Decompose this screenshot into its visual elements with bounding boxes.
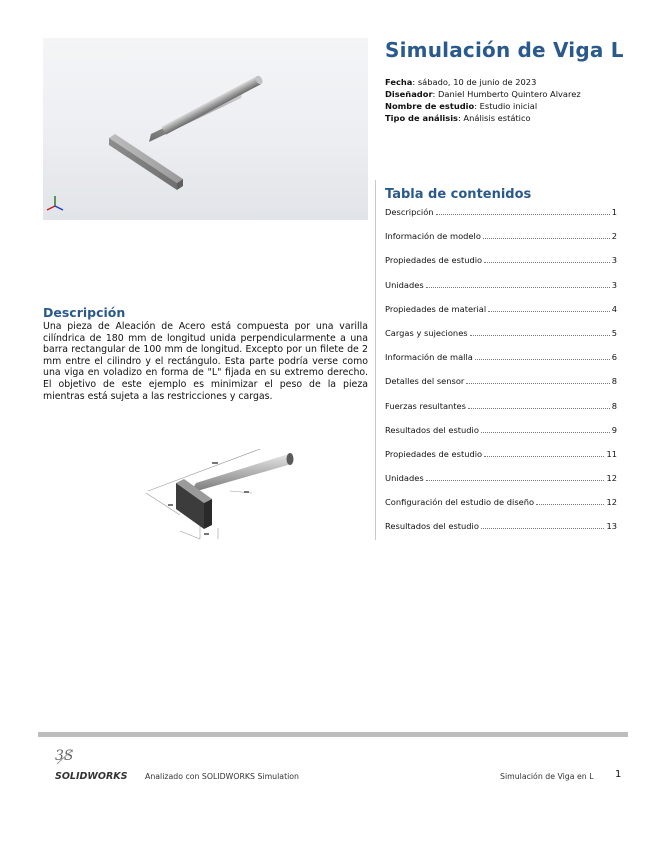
toc-item-label: Información de malla (385, 352, 473, 363)
dimension-sketch-image (140, 443, 300, 543)
meta-analysis-type (385, 112, 531, 124)
meta-date-value: : sábado, 10 de junio de 2023 (412, 77, 537, 87)
toc-item-label: Información de modelo (385, 231, 481, 242)
solidworks-logo (55, 746, 135, 790)
l-beam-dimension-drawing (140, 443, 300, 543)
meta-designer-value: : Daniel Humberto Quintero Alvarez (432, 89, 581, 99)
toc-leader (468, 408, 610, 409)
toc-item[interactable] (385, 362, 617, 386)
toc-item-label: Fuerzas resultantes (385, 400, 466, 411)
toc-leader (481, 528, 605, 529)
model-render-image (43, 38, 368, 220)
toc-item-label: Unidades (385, 473, 424, 484)
description-text: Una pieza de Aleación de Acero está compuesta por una varilla cilíndrica de 180 mm de longitud unida perpendicularmente a una barra rectangular de 100 mm de longitud. Excepto por un filete de 2 mm entre el cilindro y el rectángulo. Esta parte podría verse como una viga en voladizo en forma de "L" fijada en su extremo derecho. El objetivo de este ejemplo es minimizar el peso de la pieza mientras está sujeta a las restricciones y cargas. (43, 321, 368, 402)
toc-item-page: 4 (611, 303, 617, 314)
toc-leader (436, 214, 610, 215)
toc-item-page: 11 (606, 448, 617, 459)
column-divider (375, 180, 376, 540)
toc-item[interactable] (385, 290, 617, 314)
toc-item[interactable] (385, 507, 617, 531)
toc-leader (475, 359, 610, 360)
toc-item-label: Resultados del estudio (385, 521, 479, 532)
toc-item-label: Resultados del estudio (385, 424, 479, 435)
toc-item[interactable] (385, 411, 617, 435)
toc-leader (483, 238, 610, 239)
toc-item[interactable] (385, 217, 617, 241)
axis-triad-icon (47, 196, 63, 210)
toc-leader (481, 432, 610, 433)
toc-item-label: Unidades (385, 279, 424, 290)
toc-leader (536, 504, 604, 505)
toc-item-label: Detalles del sensor (385, 376, 465, 387)
toc-item-label: Propiedades de estudio (385, 255, 483, 266)
toc-item-page: 2 (611, 231, 617, 242)
toc-item[interactable] (385, 203, 617, 217)
meta-study-name-value: : Estudio inicial (474, 101, 538, 111)
meta-date (385, 76, 536, 88)
toc-item-page: 8 (611, 376, 617, 387)
toc-leader (426, 480, 605, 481)
toc-item[interactable] (385, 459, 617, 483)
footer-doc-name: Simulación de Viga en L (500, 772, 594, 781)
meta-designer (385, 88, 581, 100)
description-heading: Descripción (43, 305, 126, 320)
toc-leader (466, 383, 609, 384)
meta-designer-label: Diseñador (385, 89, 433, 99)
toc-leader (470, 335, 610, 336)
brand-wordmark: SOLIDWORKS (55, 771, 128, 782)
toc-leader (426, 287, 610, 288)
toc-item-page: 9 (611, 424, 617, 435)
meta-study-name (385, 100, 537, 112)
toc-item-page: 12 (606, 473, 617, 484)
footer-rule (38, 732, 628, 737)
toc-item-label: Configuración del estudio de diseño (385, 497, 535, 508)
toc-item-label: Cargas y sujeciones (385, 327, 468, 338)
toc-item-label: Propiedades de material (385, 303, 487, 314)
toc-item[interactable] (385, 386, 617, 410)
toc-item-page: 8 (611, 400, 617, 411)
toc-item-page: 13 (606, 521, 617, 532)
toc-item[interactable] (385, 338, 617, 362)
toc-item-page: 1 (611, 207, 617, 217)
footer-analyzed-text: Analizado con SOLIDWORKS Simulation (145, 772, 299, 781)
svg-text:3S: 3S (55, 748, 74, 764)
toc-item[interactable] (385, 314, 617, 338)
toc-leader (484, 456, 604, 457)
meta-analysis-type-value: : Análisis estático (458, 113, 531, 123)
toc-item-label: Descripción (385, 207, 434, 217)
meta-date-label: Fecha (385, 77, 413, 87)
toc-leader (484, 262, 610, 263)
toc-item-page: 3 (611, 279, 617, 290)
toc-item-page: 12 (606, 497, 617, 508)
toc-item-page: 5 (611, 327, 617, 338)
table-of-contents (385, 203, 617, 531)
report-title: Simulación de Viga L (385, 38, 624, 62)
ds-logo-icon (55, 746, 135, 786)
toc-item[interactable] (385, 483, 617, 507)
toc-leader (488, 311, 610, 312)
toc-item[interactable] (385, 265, 617, 289)
page-number: 1 (615, 769, 622, 780)
toc-item[interactable] (385, 241, 617, 265)
toc-item[interactable] (385, 435, 617, 459)
toc-title: Tabla de contenidos (385, 187, 532, 202)
toc-item-page: 3 (611, 255, 617, 266)
meta-study-name-label: Nombre de estudio (385, 101, 475, 111)
toc-item-page: 6 (611, 352, 617, 363)
l-beam-render (43, 38, 368, 220)
meta-analysis-type-label: Tipo de análisis (385, 113, 458, 123)
toc-item-label: Propiedades de estudio (385, 448, 483, 459)
